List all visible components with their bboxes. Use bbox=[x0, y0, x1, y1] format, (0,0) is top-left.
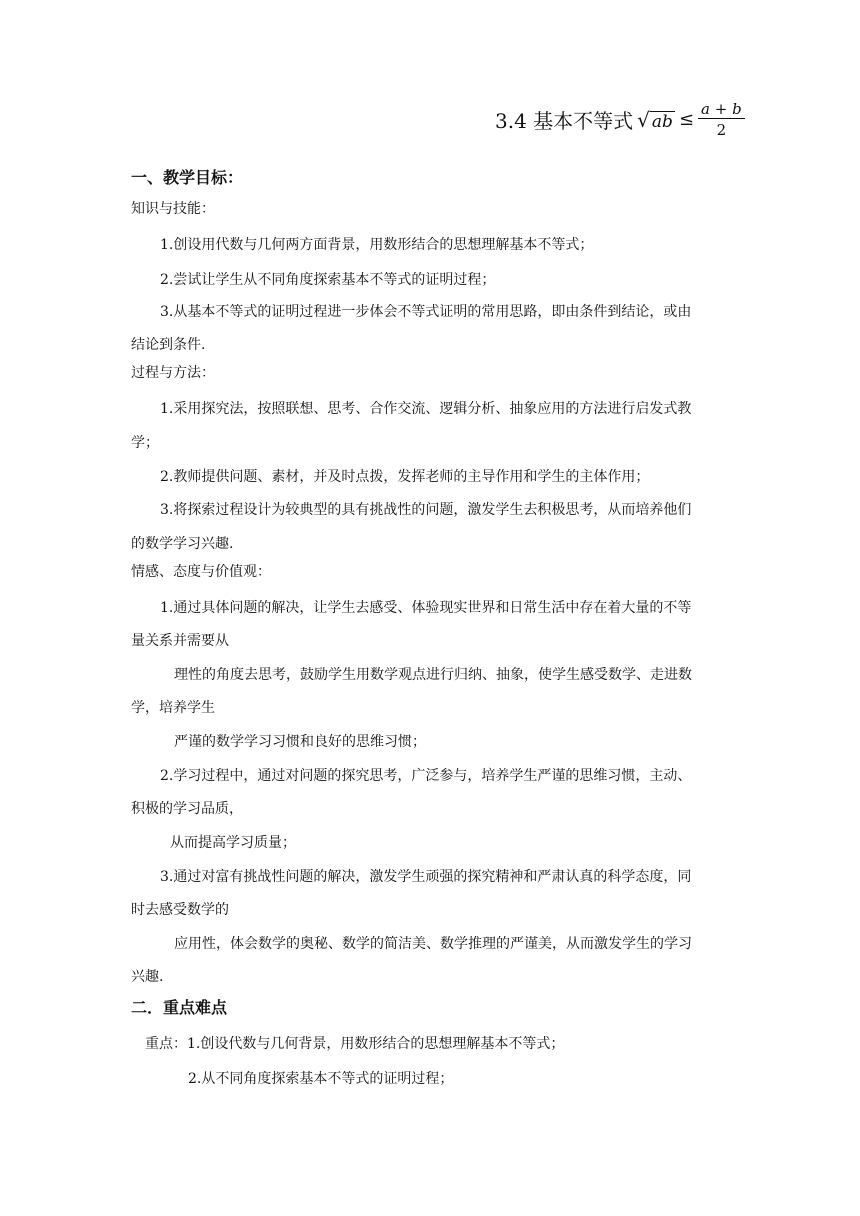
process-line: 学； bbox=[131, 435, 159, 451]
emotion-line: 应用性，体会数学的奥秘、数学的简洁美、数学推理的严谨美，从而激发学生的学习 bbox=[174, 936, 692, 952]
knowledge-line: 3.从基本不等式的证明过程进一步体会不等式证明的常用思路，即由条件到结论，或由 bbox=[160, 304, 692, 320]
emotion-line: 时去感受数学的 bbox=[131, 902, 229, 918]
knowledge-line: 1.创设用代数与几何两方面背景，用数形结合的思想理解基本不等式； bbox=[160, 237, 594, 253]
knowledge-line: 2.尝试让学生从不同角度探索基本不等式的证明过程； bbox=[160, 272, 496, 288]
emotion-line: 1.通过具体问题的解决，让学生去感受、体验现实世界和日常生活中存在着大量的不等 bbox=[160, 600, 692, 616]
knowledge-label: 知识与技能： bbox=[131, 201, 215, 217]
emotion-line: 理性的角度去思考，鼓励学生用数学观点进行归纳、抽象，使学生感受数学、走进数 bbox=[174, 667, 692, 683]
section2-heading: 二．重点难点 bbox=[131, 998, 228, 1017]
emotion-line: 量关系并需要从 bbox=[131, 633, 229, 649]
title-denominator: 2 bbox=[716, 121, 727, 139]
process-label: 过程与方法： bbox=[131, 365, 215, 381]
title-fraction bbox=[698, 100, 745, 139]
process-line: 2.教师提供问题、素材，并及时点拨，发挥老师的主导作用和学生的主体作用； bbox=[160, 469, 650, 485]
emotion-line: 2.学习过程中，通过对问题的探究思考，广泛参与，培养学生严谨的思维习惯，主动、 bbox=[160, 768, 692, 784]
title-radicand: ab bbox=[651, 111, 673, 132]
process-line: 1.采用探究法，按照联想、思考、合作交流、逻辑分析、抽象应用的方法进行启发式教 bbox=[160, 401, 692, 417]
emotion-line: 严谨的数学学习习惯和良好的思维习惯； bbox=[174, 734, 426, 750]
emotion-line: 学，培养学生 bbox=[131, 700, 215, 716]
emotion-line: 积极的学习品质， bbox=[131, 801, 243, 817]
radical-sign: √ bbox=[637, 107, 650, 132]
keypoint-line: 重点：1.创设代数与几何背景，用数形结合的思想理解基本不等式； bbox=[145, 1036, 565, 1052]
title-numerator: a + b bbox=[698, 100, 745, 119]
emotion-label: 情感、态度与价值观： bbox=[131, 564, 271, 580]
emotion-line: 兴趣. bbox=[131, 969, 164, 985]
document-title bbox=[495, 100, 745, 139]
process-line: 3.将探索过程设计为较典型的具有挑战性的问题，激发学生去积极思考，从而培养他们 bbox=[160, 502, 692, 518]
emotion-line: 3.通过对富有挑战性问题的解决，激发学生顽强的探究精神和严肃认真的科学态度，同 bbox=[160, 869, 692, 885]
knowledge-line: 结论到条件. bbox=[131, 337, 206, 353]
emotion-line: 从而提高学习质量； bbox=[170, 835, 296, 851]
title-prefix: 3.4 基本不等式 bbox=[495, 109, 634, 133]
section1-heading: 一、教学目标： bbox=[131, 168, 244, 187]
title-relation: ≤ bbox=[678, 109, 695, 130]
process-line: 的数学学习兴趣. bbox=[131, 536, 234, 552]
sqrt-expression bbox=[637, 108, 675, 132]
keypoint-line: 2.从不同角度探索基本不等式的证明过程； bbox=[188, 1071, 454, 1087]
